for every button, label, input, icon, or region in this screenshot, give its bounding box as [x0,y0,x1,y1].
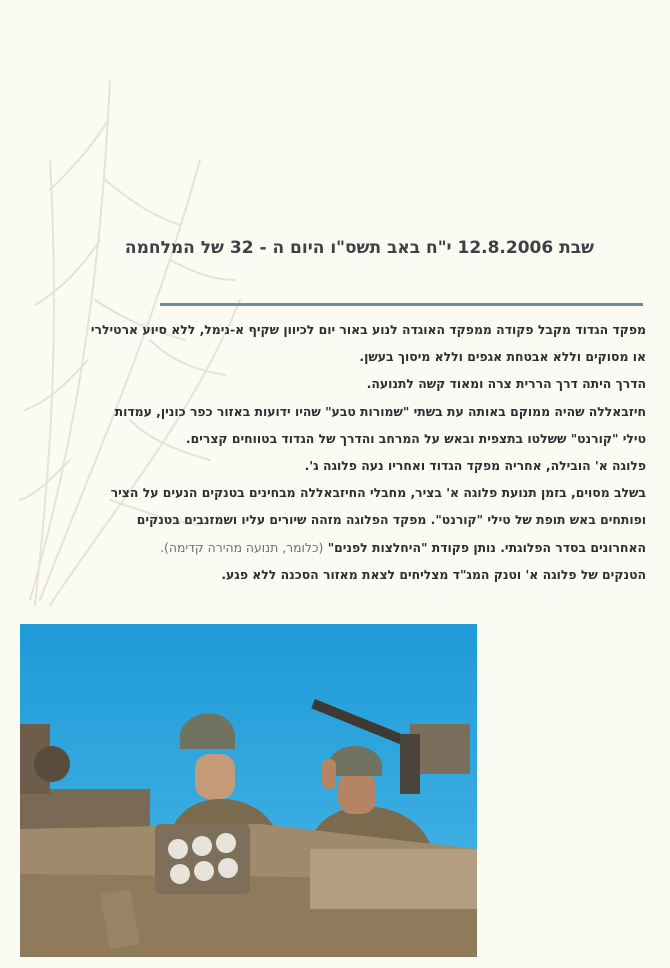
date-heading: שבת 12.8.2006 י"ח באב תשס"ו היום ה - 32 של המלחמה [124,238,594,258]
paragraph-line: הטנקים של פלוגה א' וטנק המג"ד מצליחים לצאת מאזור הסכנה ללא פגע. [221,566,646,582]
divider-line [160,303,643,306]
tank-crew-photo [20,624,477,957]
paragraph-line: חיזבאללה שהיה ממוקם באותה עת בשתי "שמורות טבע" שהיו ידועות באזור כפר כונין, עמדות [114,403,646,419]
paragraph-line: מפקד הגדוד מקבל פקודה ממפקד האוגדה לנוע באור יום לכיוון שקיף א-נימל, ללא סיוע ארטילרי [90,322,646,337]
paragraph-note: (כלומר, תנועה מהירה קדימה). [160,539,324,555]
paragraph-line: בשלב מסוים, בזמן תנועת פלוגה א' בציר, מחבלי החיזבאללה מבחינים בטנקים הנעים על הציר [110,485,646,501]
paragraph-main-text: האחרונים בסדר הפלוגתי. נותן פקודת "היחלצות לפנים" [327,539,646,555]
narrative-text [16,316,646,588]
paragraph-line: טילי "קורנט" ששלטו בתצפית ובאש על המרחב והדרך של הגדוד בטווחים קצרים. [185,430,646,446]
paragraph-line: פלוגה א' הובילה, אחריה מפקד הגדוד ואחריו נעה פלוגה ג'. [304,458,646,474]
paragraph-line: ופותחים באש תופת של טילי "קורנט". מפקד הפלוגה מזהה שיורים עליו ושמזנבים בטנקים [136,512,646,528]
paragraph-line: או מסוקים וללא אבטחת אגפים וללא מיסוך בעשן. [359,349,646,365]
paragraph-line: הדרך היתה דרך הררית צרה ומאוד קשה לתנועה. [366,376,646,392]
paragraph-line [16,534,646,561]
